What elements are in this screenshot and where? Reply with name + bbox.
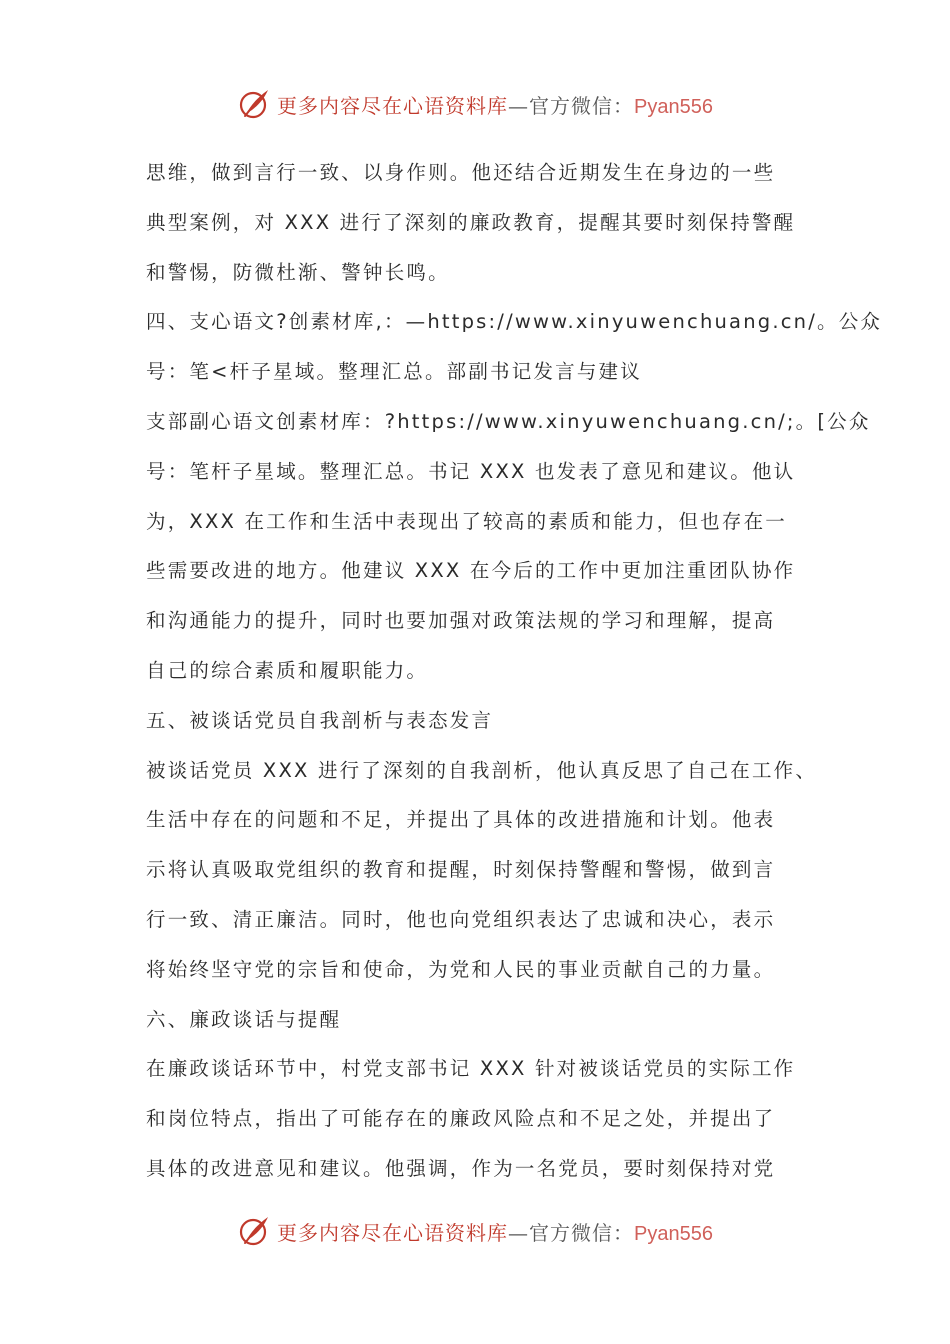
body-line: 生活中存在的问题和不足，并提出了具体的改进措施和计划。他表 [146, 808, 776, 832]
body-line: 具体的改进意见和建议。他强调，作为一名党员，要时刻保持对党 [146, 1156, 776, 1180]
section-heading: 六、廉政谈话与提醒 [146, 1007, 342, 1031]
body-line: 和岗位特点，指出了可能存在的廉政风险点和不足之处，并提出了 [146, 1107, 776, 1131]
body-line: 示将认真吸取党组织的教育和提醒，时刻保持警醒和警惕，做到言 [146, 858, 776, 882]
body-line: 将始终坚守党的宗旨和使命，为党和人民的事业贡献自己的力量。 [146, 957, 776, 981]
document-body [146, 148, 883, 1194]
header-wechat-id: Pyan556 [634, 95, 713, 118]
footer-banner [0, 1211, 950, 1251]
body-line: 自己的综合素质和履职能力。 [146, 658, 429, 682]
body-line: 号：笔杆子星域。整理汇总。书记 XXX 也发表了意见和建议。他认 [146, 459, 796, 483]
header-brand-text: 更多内容尽在心语资料库 [277, 93, 509, 118]
quill-pen-logo-icon [237, 87, 271, 121]
header-banner [0, 84, 950, 124]
body-line: 支部副心语文创素材库：?https://www.xinyuwenchuang.cn/;。[公众 [146, 409, 871, 433]
body-line: 在廉政谈话环节中，村党支部书记 XXX 针对被谈话党员的实际工作 [146, 1057, 796, 1081]
body-line: 行一致、清正廉洁。同时，他也向党组织表达了忠诚和决心，表示 [146, 907, 776, 931]
footer-official-text: —官方微信： [508, 1220, 635, 1245]
body-line: 些需要改进的地方。他建议 XXX 在今后的工作中更加注重团队协作 [146, 559, 796, 583]
body-line: 典型案例，对 XXX 进行了深刻的廉政教育，提醒其要时刻保持警醒 [146, 210, 796, 234]
body-line: 思维，做到言行一致、以身作则。他还结合近期发生在身边的一些 [146, 161, 776, 184]
body-line: 为，XXX 在工作和生活中表现出了较高的素质和能力，但也存在一 [146, 509, 787, 533]
body-line: 和警惕，防微杜渐、警钟长鸣。 [146, 260, 450, 284]
footer-banner-text [277, 1217, 713, 1246]
footer-wechat-id: Pyan556 [634, 1222, 713, 1245]
header-official-text: —官方微信： [508, 93, 635, 118]
body-line: 号：笔<杆子星域。整理汇总。部副书记发言与建议 [146, 360, 642, 384]
header-banner-text [277, 90, 713, 119]
body-line: 被谈话党员 XXX 进行了深刻的自我剖析，他认真反思了自己在工作、 [146, 758, 818, 782]
body-line: 和沟通能力的提升，同时也要加强对政策法规的学习和理解，提高 [146, 609, 776, 633]
footer-brand-text: 更多内容尽在心语资料库 [277, 1220, 509, 1245]
quill-pen-logo-icon [237, 1214, 271, 1248]
section-heading: 四、支心语文?创素材库,：—https://www.xinyuwenchuang.cn/。公众 [146, 310, 883, 334]
section-heading: 五、被谈话党员自我剖析与表态发言 [146, 708, 494, 732]
